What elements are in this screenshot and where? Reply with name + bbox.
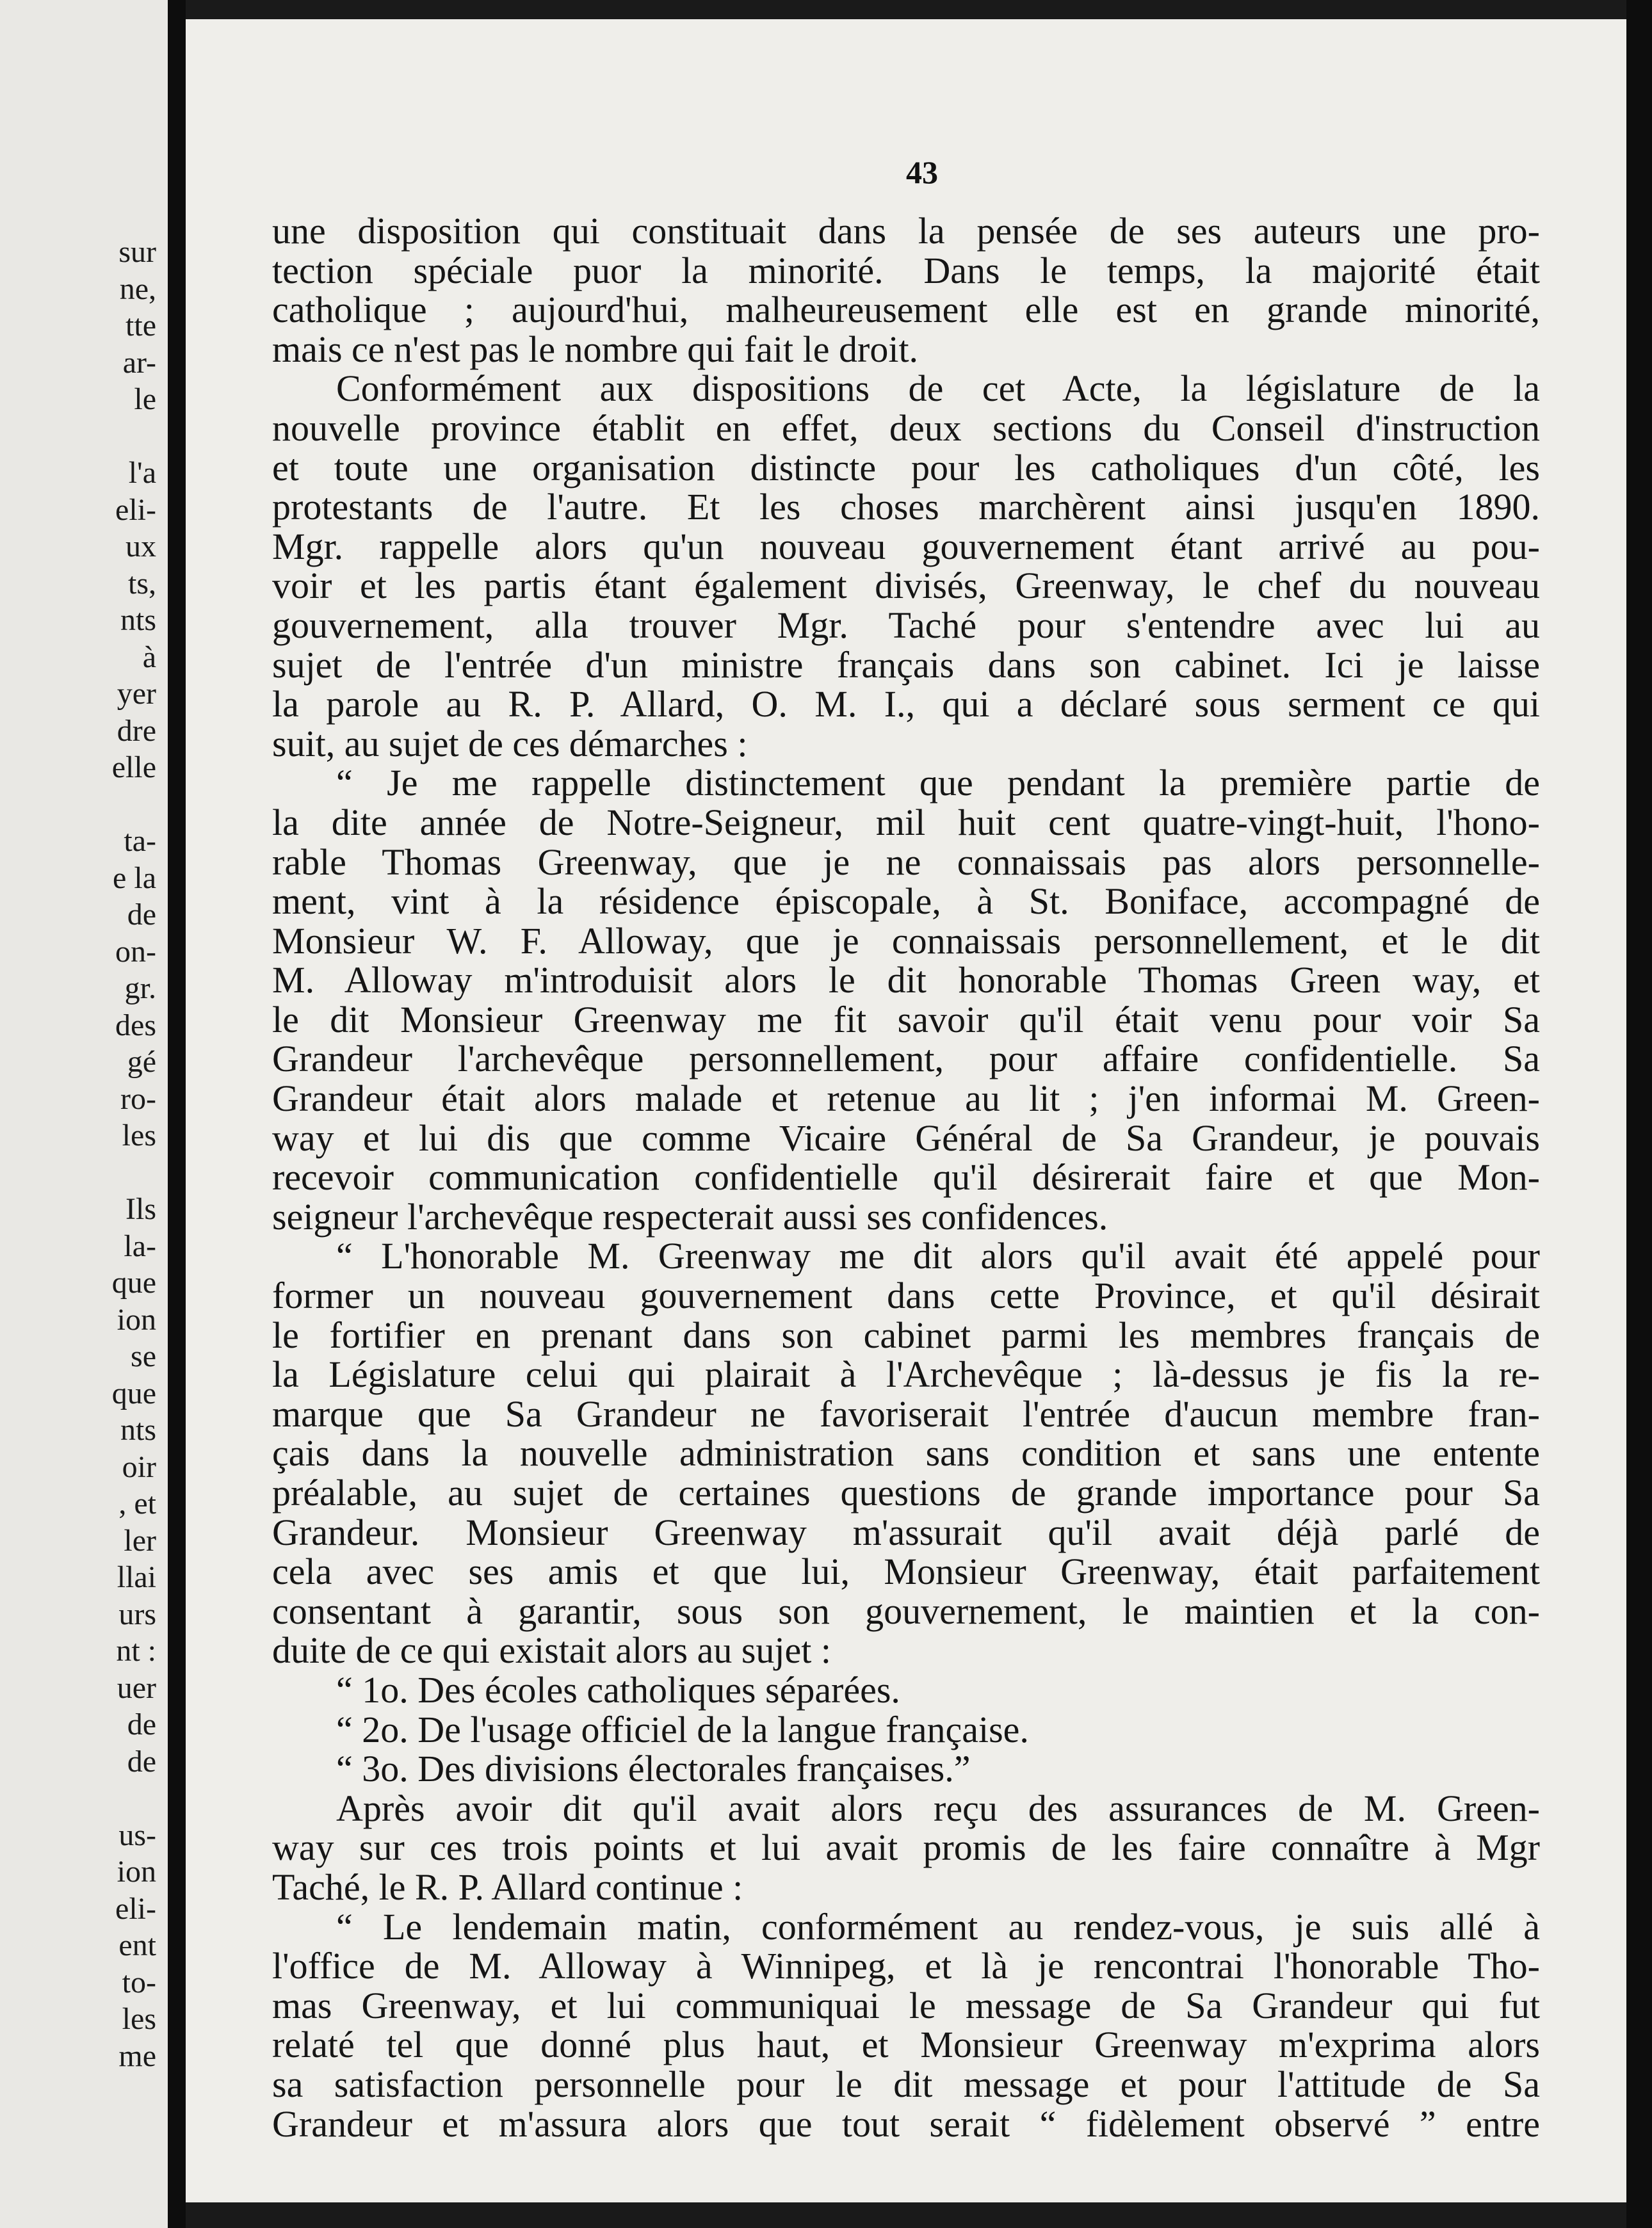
text-line: et toute une organisation distincte pour les catholiques d'un côté, les bbox=[272, 446, 1540, 488]
text-line: Grandeur était alors malade et retenue au lit ; j'en informai M. Green- bbox=[272, 1078, 1540, 1120]
text-line: suit, au sujet de ces démarches : bbox=[272, 722, 748, 764]
text-line: l'office de M. Alloway à Winnipeg, et là je rencontrai l'honorable Tho- bbox=[272, 1945, 1540, 1987]
facing-page-text-fragment: on- bbox=[115, 934, 156, 969]
text-line: nouvelle province établit en effet, deux sections du Conseil d'instruction bbox=[272, 407, 1540, 449]
text-line: le dit Monsieur Greenway me fit savoir qu'il était venu pour voir Sa bbox=[272, 998, 1540, 1040]
facing-page-text-fragment: gé bbox=[127, 1045, 156, 1079]
text-line: way et lui dis que comme Vicaire Général de Sa Grandeur, je pouvais bbox=[272, 1117, 1540, 1159]
text-line: voir et les partis étant également divisés, Greenway, le chef du nouveau bbox=[272, 565, 1540, 607]
facing-page-text-fragment: les bbox=[122, 1118, 156, 1152]
text-line: “ Le lendemain matin, conformément au rendez-vous, je suis allé à bbox=[336, 1905, 1540, 1948]
facing-page-text-fragment: ne, bbox=[119, 271, 156, 306]
text-line: M. Alloway m'introduisit alors le dit honorable Thomas Green way, et bbox=[272, 959, 1540, 1001]
facing-page-text-fragment: ts, bbox=[127, 566, 156, 601]
book-page bbox=[186, 19, 1626, 2202]
facing-page-text-fragment: ion bbox=[117, 1302, 156, 1337]
facing-page-text-fragment: ro- bbox=[120, 1081, 156, 1116]
facing-page-text-fragment: ler bbox=[124, 1523, 156, 1558]
facing-page-text-fragment: se bbox=[131, 1339, 156, 1373]
facing-page-text-fragment: le bbox=[134, 382, 156, 416]
facing-page-text-fragment: llai bbox=[117, 1560, 156, 1594]
text-line: recevoir communication confidentielle qu'il désirerait faire et que Mon- bbox=[272, 1156, 1540, 1199]
facing-page-text-fragment: la- bbox=[124, 1229, 156, 1263]
text-line: préalable, au sujet de certaines questions de grande importance pour Sa bbox=[272, 1472, 1540, 1514]
text-line: cela avec ses amis et que lui, Monsieur Greenway, était parfaitement bbox=[272, 1551, 1540, 1593]
text-line: “ 1o. Des écoles catholiques séparées. bbox=[336, 1668, 900, 1711]
facing-page-fragment bbox=[0, 0, 168, 2228]
facing-page-text-fragment: les bbox=[122, 2002, 156, 2036]
text-line: “ Je me rappelle distinctement que pendant la première partie de bbox=[336, 762, 1540, 804]
text-line: consentant à garantir, sous son gouvernement, le maintien et la con- bbox=[272, 1590, 1540, 1632]
page-number: 43 bbox=[906, 154, 938, 190]
text-line: tection spéciale puor la minorité. Dans le temps, la majorité était bbox=[272, 249, 1540, 291]
facing-page-text-fragment: ion bbox=[117, 1855, 156, 1889]
book-gutter bbox=[168, 0, 186, 2228]
facing-page-text-fragment: ta- bbox=[124, 824, 156, 858]
text-line: gouvernement, alla trouver Mgr. Taché pour s'entendre avec lui au bbox=[272, 604, 1540, 646]
facing-page-text-fragment: e la bbox=[113, 860, 156, 895]
facing-page-text-fragment: to- bbox=[122, 1965, 156, 1999]
facing-page-text-fragment: ent bbox=[118, 1928, 156, 1962]
facing-page-text-fragment: à bbox=[142, 640, 156, 674]
scan-border bbox=[1626, 0, 1652, 2228]
text-line: la parole au R. P. Allard, O. M. I., qui a déclaré sous serment ce qui bbox=[272, 683, 1540, 725]
text-line: sa satisfaction personnelle pour le dit message et pour l'attitude de Sa bbox=[272, 2063, 1540, 2105]
text-line: “ 2o. De l'usage officiel de la langue française. bbox=[336, 1708, 1029, 1750]
facing-page-text-fragment: me bbox=[118, 2038, 156, 2073]
text-line: former un nouveau gouvernement dans cette Province, et qu'il désirait bbox=[272, 1275, 1540, 1317]
facing-page-text-fragment: de bbox=[127, 1744, 156, 1779]
facing-page-text-fragment: nts bbox=[120, 603, 156, 637]
text-line: way sur ces trois points et lui avait promis de les faire connaître à Mgr bbox=[272, 1827, 1540, 1869]
facing-page-text-fragment: urs bbox=[118, 1597, 156, 1631]
text-line: ment, vint à la résidence épiscopale, à St. Boniface, accompagné de bbox=[272, 880, 1540, 923]
text-line: duite de ce qui existait alors au sujet : bbox=[272, 1629, 831, 1672]
text-line: Grandeur. Monsieur Greenway m'assurait qu'il avait déjà parlé de bbox=[272, 1511, 1540, 1553]
facing-page-text-fragment: yer bbox=[117, 677, 156, 711]
facing-page-text-fragment: , et bbox=[118, 1487, 156, 1521]
text-line: seigneur l'archevêque respecterait aussi ses confidences. bbox=[272, 1195, 1108, 1238]
text-line: çais dans la nouvelle administration sans condition et sans une entente bbox=[272, 1432, 1540, 1474]
facing-page-text-fragment: dre bbox=[117, 713, 156, 748]
facing-page-text-fragment: uer bbox=[117, 1670, 156, 1705]
facing-page-text-fragment: oir bbox=[122, 1449, 156, 1484]
text-line: mais ce n'est pas le nombre qui fait le droit. bbox=[272, 328, 919, 370]
text-line: sujet de l'entrée d'un ministre français dans son cabinet. Ici je laisse bbox=[272, 643, 1540, 686]
text-line: “ 3o. Des divisions électorales françaises.” bbox=[336, 1748, 971, 1790]
facing-page-text-fragment: que bbox=[111, 1266, 156, 1300]
facing-page-text-fragment: que bbox=[111, 1376, 156, 1410]
text-line: la Législature celui qui plairait à l'Archevêque ; là-dessus je fis la re- bbox=[272, 1353, 1540, 1396]
text-line: Grandeur et m'assura alors que tout serait “ fidèlement observé ” entre bbox=[272, 2103, 1540, 2145]
text-line: catholique ; aujourd'hui, malheureusement elle est en grande minorité, bbox=[272, 289, 1540, 331]
facing-page-text-fragment: eli- bbox=[115, 492, 156, 527]
facing-page-text-fragment: tte bbox=[126, 309, 156, 343]
facing-page-text-fragment: nts bbox=[120, 1413, 156, 1447]
text-line: marque que Sa Grandeur ne favoriserait l'entrée d'aucun membre fran- bbox=[272, 1392, 1540, 1435]
facing-page-text-fragment: de bbox=[127, 1707, 156, 1741]
text-line: Grandeur l'archevêque personnellement, pour affaire confidentielle. Sa bbox=[272, 1038, 1540, 1080]
text-line: Après avoir dit qu'il avait alors reçu des assurances de M. Green- bbox=[336, 1787, 1540, 1829]
facing-page-text-fragment: elle bbox=[111, 750, 156, 784]
facing-page-text-fragment: ux bbox=[126, 529, 156, 563]
facing-page-text-fragment: l'a bbox=[128, 456, 156, 490]
facing-page-text-fragment: gr. bbox=[124, 971, 156, 1005]
text-line: Taché, le R. P. Allard continue : bbox=[272, 1866, 743, 1908]
facing-page-text-fragment: Ils bbox=[126, 1192, 156, 1226]
text-line: la dite année de Notre-Seigneur, mil huit cent quatre-vingt-huit, l'hono- bbox=[272, 801, 1540, 843]
text-line: “ L'honorable M. Greenway me dit alors qu'il avait été appelé pour bbox=[336, 1235, 1540, 1277]
facing-page-text-fragment: de bbox=[127, 898, 156, 932]
text-line: relaté tel que donné plus haut, et Monsieur Greenway m'exprima alors bbox=[272, 2024, 1540, 2066]
facing-page-text-fragment: ar- bbox=[122, 345, 156, 380]
facing-page-text-fragment: des bbox=[115, 1008, 156, 1042]
text-line: protestants de l'autre. Et les choses marchèrent ainsi jusqu'en 1890. bbox=[272, 486, 1540, 528]
text-line: mas Greenway, et lui communiquai le message de Sa Grandeur qui fut bbox=[272, 1984, 1540, 2026]
text-line: Monsieur W. F. Alloway, que je connaissais personnellement, et le dit bbox=[272, 919, 1540, 962]
text-line: une disposition qui constituait dans la pensée de ses auteurs une pro- bbox=[272, 210, 1540, 252]
facing-page-text-fragment: nt : bbox=[116, 1634, 156, 1668]
text-line: Conformément aux dispositions de cet Acte, la législature de la bbox=[336, 367, 1540, 410]
page-body-text bbox=[272, 211, 1540, 2143]
facing-page-text-fragment: sur bbox=[118, 235, 156, 269]
facing-page-text-fragment: us- bbox=[118, 1818, 156, 1852]
text-line: le fortifier en prenant dans son cabinet parmi les membres français de bbox=[272, 1314, 1540, 1356]
facing-page-text-fragment: eli- bbox=[115, 1891, 156, 1926]
text-line: rable Thomas Greenway, que je ne connaissais pas alors personnelle- bbox=[272, 841, 1540, 883]
text-line: Mgr. rappelle alors qu'un nouveau gouvernement étant arrivé au pou- bbox=[272, 525, 1540, 567]
